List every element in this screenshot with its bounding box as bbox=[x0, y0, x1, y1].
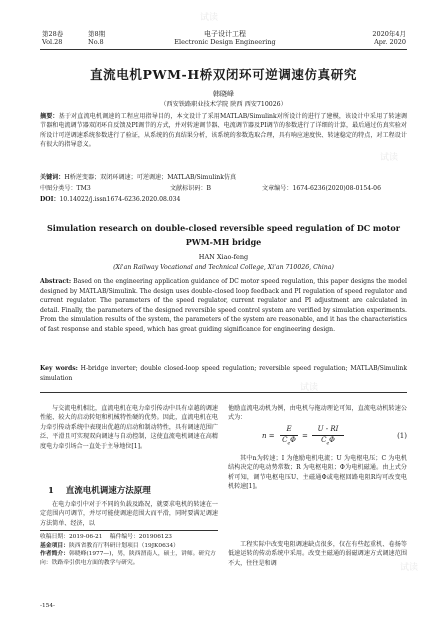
section-paragraph: 在电力牵引中对于不同的负载及路况，就要求电机的转速在一定范围内可调节，并尽可能使调速范围大而平滑，同时要满足调速方法简单、经济，以 bbox=[40, 501, 218, 527]
right-paragraph-3: 工程实际中改变电阻调速缺点很多，仅在有些起重机、卷扬等低速运转的传动系统中采用。改变主磁通的弱磁调速方式调速范围不大，往往是和调 bbox=[228, 541, 407, 567]
author-en: HAN Xiao-feng bbox=[198, 253, 249, 261]
right-paragraph-1: 他励直流电动机为例，由电机与拖动理论可知，直流电动机转速公式为： bbox=[228, 405, 407, 422]
meta-clc: 中图分类号：TM3 bbox=[40, 185, 91, 192]
watermark: 试读 bbox=[300, 383, 319, 393]
watermark: 试读 bbox=[200, 13, 219, 23]
keywords-en: Key words: H-bridge inverter; double closed-loop speed regulation; reversible speed regulation; MATLAB/Simulink simulation bbox=[40, 365, 408, 382]
affiliation-en: (Xi'an Railway Vocational and Technical College, Xi'an 710026, China) bbox=[113, 264, 334, 271]
author-affiliation: （西安铁路职业技术学院 陕西 西安710026） bbox=[160, 101, 287, 108]
header-volume: 第28卷 Vol.28 bbox=[42, 30, 64, 46]
header-issue: 第8期 No.8 bbox=[88, 30, 106, 46]
speed-formula: n = E $C_e\Phi$ = U - RI $C_e\Phi$ (1) bbox=[262, 425, 407, 447]
abstract-cn: 摘要：基于对直流电机调速的工程应用指导目的，本文设计了采用MATLAB/Simulink对所设计的进行了建模，该设计中采用了转速调节器和电流调节器双闭环自反馈及PI调节的方式，并对转速调节器、电流调节器及PI调节的参数进行了详细的计算，最后通过仿真实验对所设计可逆调速系统参数进行了验证，从系统的仿真结果分析，该系统的参数选取合理，具有响应速度快、转速稳定的特点，对工程设计有很大的指导意义。 bbox=[40, 113, 407, 148]
watermark: 试读 bbox=[400, 563, 419, 573]
header-rule bbox=[40, 49, 407, 50]
author-name: 韩晓峰 bbox=[213, 90, 234, 98]
section-heading: 1 直流电机调速方法原理 bbox=[48, 486, 151, 496]
page-number: -154- bbox=[40, 603, 55, 609]
right-paragraph-2: 其中n为转速；I 为他励电机电流；U 为电枢电压；C 为电机结构决定的电动势常数；R 为电枢电阻；Φ为电机磁通。由上式分析可知，调节电枢电压U、主磁通Φ或电枢回路电阻R均可改变电机转速[1]。 bbox=[228, 455, 407, 491]
page-title: 直流电机PWM-H桥双闭环可逆调速仿真研究 bbox=[90, 67, 357, 82]
watermark: 试读 bbox=[380, 153, 399, 163]
title-en: Simulation research on double-closed reversible speed regulation of DC motor PWM-MH bridge bbox=[47, 223, 400, 247]
abstract-en: Abstract: Based on the engineering application guidance of DC motor speed regulation, this paper designs the model designed by MATLAB/Simulink. The design uses double-closed loop feedback and PI regulation of speed regulator and current regulator. The parameters of the speed regulator, current regulator and PI adjustment are calculated in detail. Finally, the parameters of the designed reversible speed control system are verified by simulation experiments. From the simulation results of the system, the parameters of the system are reasonable, and it has the characteristics of fast response and stable speed, which has great guiding significance for engineering design. bbox=[40, 278, 407, 333]
intro-paragraph: 与交流电机相比，直流电机在电力牵引传动中具有卓越的调速性能、较大的启动转矩和机械特性硬的优势。因此，直流电机在电力牵引传动系统中表现出优越的启动和制动特性，具有调速范围广泛、平滑且可实现双向调速与自动控制，这使直流电机调速在高精度电力牵引场合一直处于主导地位[1]。 bbox=[40, 405, 218, 450]
meta-doi: DOI：10.14022/j.issn1674-6236.2020.08.034 bbox=[40, 196, 181, 203]
footnote: 收稿日期：2019-06-21 稿件编号：201906123 基金项目：陕西省教育厅科研计划项目（19JK0634） 作者简介：韩晓峰(1977—)，男，陕西渭南人，硕士，讲师。研究方向：铁路牵引供电方面的教学与研究。 bbox=[40, 534, 216, 566]
meta-doc-code: 文献标识码：B bbox=[170, 185, 212, 192]
footnote-rule bbox=[40, 530, 218, 531]
meta-article-no: 文章编号：1674-6236(2020)08-0154-06 bbox=[262, 185, 381, 192]
header-journal: 电子设计工程 Electronic Design Engineering bbox=[174, 30, 276, 46]
section-rule bbox=[40, 392, 407, 393]
keywords-cn: 关键词：H桥逆变器；双闭环调速；可逆调速；MATLAB/Simulink仿真 bbox=[40, 174, 237, 181]
header-date: 2020年4月 Apr. 2020 bbox=[372, 30, 406, 46]
